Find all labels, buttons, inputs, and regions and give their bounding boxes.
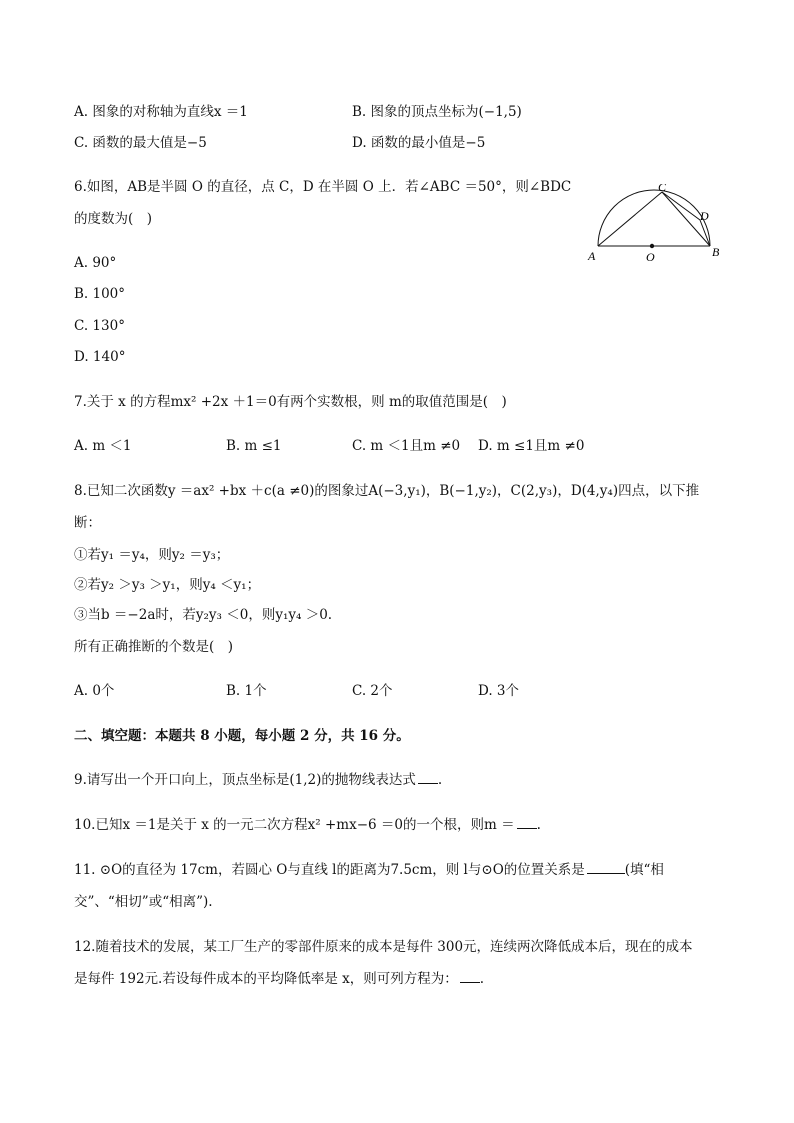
q6-option-a: A. 90° [74,255,117,271]
q5-option-c: C. 函数的最大值是−5 [74,135,207,151]
q10-line [74,816,541,834]
q11-line1 [74,861,664,879]
q7-option-d: D. m ≤1且m ≠0 [478,438,585,454]
q6-option-b: B. 100° [74,286,126,302]
q9-stem: 9.请写出一个开口向上，顶点坐标是(1,2)的抛物线表达式 [74,772,416,788]
q10-stem: 10.已知x ＝1是关于 x 的一元二次方程x² +mx−6 ＝0的一个根，则m ＝ [74,817,515,833]
semicircle-figure [584,184,724,264]
q8-prompt: 所有正确推断的个数是( ) [74,639,234,655]
q5-option-a: A. 图象的对称轴为直线x ＝1 [74,104,248,120]
q9-answer-blank[interactable] [418,771,438,784]
q11-answer-blank[interactable] [587,861,625,874]
q12-line1: 12.随着技术的发展，某工厂生产的零部件原来的成本是每件 300元，连续两次降低成本后，现在的成本 [74,939,693,955]
section2-title: 二、填空题：本题共 8 小题，每小题 2 分，共 16 分。 [74,728,410,744]
q6-stem-line2: 的度数为( ) [74,211,153,227]
q10-answer-blank[interactable] [517,816,537,829]
label-a: A [588,249,596,263]
q8-judgement-3: ③当b ＝−2a时，若y₂y₃ ＜0，则y₁y₄ ＞0. [74,607,333,623]
q11-stem: 11. ⊙O的直径为 17cm，若圆心 O与直线 l的距离为7.5cm，则 l与⊙O的位置关系是 [74,862,585,878]
q8-option-a: A. 0个 [74,683,115,699]
q7-option-a: A. m ＜1 [74,438,132,454]
q9-line [74,771,442,789]
q8-option-c: C. 2个 [352,683,393,699]
q8-stem-line2: 断： [74,515,101,531]
q7-stem: 7.关于 x 的方程mx² +2x ＋1＝0有两个实数根，则 m的取值范围是( ) [74,394,507,410]
q7-option-b: B. m ≤1 [226,438,282,454]
q6-option-c: C. 130° [74,318,125,334]
segment-ac [598,192,662,246]
q12-end: . [479,971,485,987]
label-b: B [712,245,720,259]
q12-answer-blank[interactable] [460,970,480,983]
q12-stem: 是每件 192元.若设每件成本的平均降低率是 x，则可列方程为： [74,971,458,987]
label-c: C [658,184,667,194]
q5-option-b: B. 图象的顶点坐标为(−1,5) [352,104,522,120]
label-d: D [700,209,709,223]
q8-judgement-1: ①若y₁ ＝y₄，则y₂ ＝y₃； [74,547,230,563]
q7-option-c: C. m ＜1且m ≠0 [352,438,461,454]
q6-option-d: D. 140° [74,349,126,365]
q12-line2 [74,970,484,988]
label-o: O [646,250,655,264]
q9-end: . [437,772,443,788]
q8-option-d: D. 3个 [478,683,520,699]
q11-hint: (填“相 [624,862,664,878]
q8-judgement-2: ②若y₂ ＞y₃ ＞y₁，则y₄ ＜y₁； [74,577,261,593]
center-point-o [650,244,654,248]
q8-option-b: B. 1个 [226,683,267,699]
q6-stem-line1: 6.如图，AB是半圆 O 的直径，点 C，D 在半圆 O 上．若∠ABC ＝50°，则∠BDC [74,179,572,195]
q10-end: . [536,817,541,833]
q8-stem-line1: 8.已知二次函数y ＝ax² +bx ＋c(a ≠0)的图象过A(−3,y₁)，B(−1,y₂)，C(2,y₃)，D(4,y₄)四点，以下推 [74,483,700,499]
q11-line2: 交”、“相切”或“相离”). [74,894,213,910]
q5-option-d: D. 函数的最小值是−5 [352,135,486,151]
